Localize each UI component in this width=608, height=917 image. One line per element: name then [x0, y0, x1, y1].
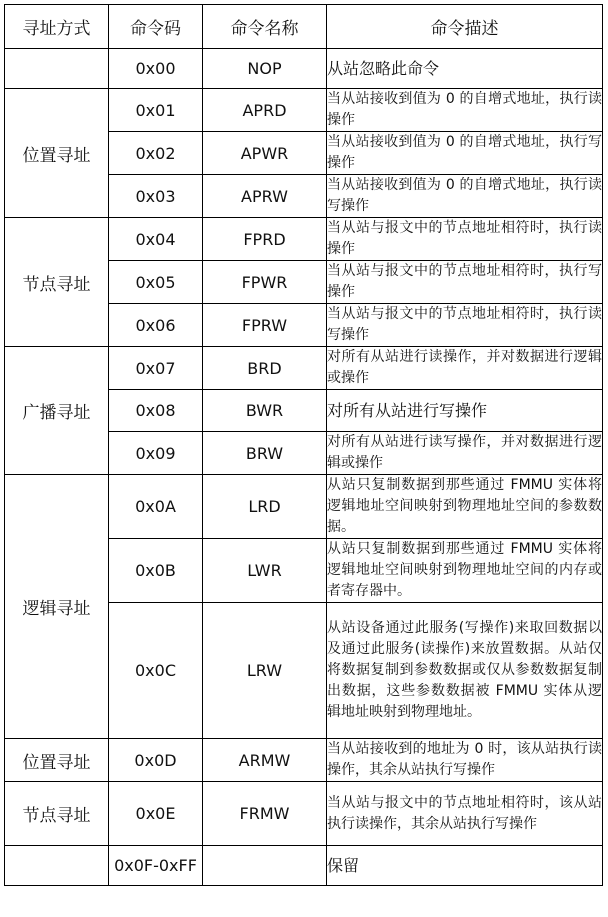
command-description: 对所有从站进行写操作 — [327, 390, 603, 432]
command-description: 保留 — [327, 846, 603, 886]
command-code: 0x09 — [109, 432, 203, 475]
command-name: LWR — [203, 539, 327, 603]
command-code: 0x04 — [109, 218, 203, 261]
command-code: 0x0E — [109, 782, 203, 846]
command-code: 0x08 — [109, 390, 203, 432]
table-row — [5, 846, 603, 886]
command-name — [203, 846, 327, 886]
command-code: 0x0B — [109, 539, 203, 603]
command-code: 0x0F-0xFF — [109, 846, 203, 886]
command-code: 0x0A — [109, 475, 203, 539]
table-row — [5, 347, 603, 390]
addressing-mode-cell: 逻辑寻址 — [5, 475, 109, 739]
table-row — [5, 89, 603, 132]
table-row — [5, 49, 603, 89]
command-name: LRD — [203, 475, 327, 539]
table-row — [5, 218, 603, 261]
command-code: 0x03 — [109, 175, 203, 218]
command-name: FPRD — [203, 218, 327, 261]
command-description: 当从站接收到值为 0 的自增式地址，执行写操作 — [327, 132, 603, 175]
addressing-mode-cell: 广播寻址 — [5, 347, 109, 475]
table-row — [5, 475, 603, 539]
table-row — [5, 782, 603, 846]
command-description: 当从站与报文中的节点地址相符时，该从站执行读操作，其余从站执行写操作 — [327, 782, 603, 846]
command-name: LRW — [203, 603, 327, 739]
command-code: 0x0D — [109, 739, 203, 782]
addressing-mode-cell: 节点寻址 — [5, 782, 109, 846]
command-description: 从站设备通过此服务(写操作)来取回数据以及通过此服务(读操作)来放置数据。从站仅将数据复制到参数数据或仅从参数数据复制出数据，这些参数数据被 FMMU 实体从逻辑地址映射到物理地址。 — [327, 603, 603, 739]
command-description: 对所有从站进行读写操作，并对数据进行逻辑或操作 — [327, 432, 603, 475]
command-code: 0x00 — [109, 49, 203, 89]
command-description: 从站只复制数据到那些通过 FMMU 实体将逻辑地址空间映射到物理地址空间的参数数据。 — [327, 475, 603, 539]
command-name: APWR — [203, 132, 327, 175]
header-command-name: 命令名称 — [203, 5, 327, 49]
command-description: 对所有从站进行读操作，并对数据进行逻辑或操作 — [327, 347, 603, 390]
command-code: 0x07 — [109, 347, 203, 390]
command-code: 0x02 — [109, 132, 203, 175]
header-addressing-mode: 寻址方式 — [5, 5, 109, 49]
command-name: ARMW — [203, 739, 327, 782]
addressing-mode-cell — [5, 49, 109, 89]
command-name: BWR — [203, 390, 327, 432]
command-name: BRW — [203, 432, 327, 475]
addressing-mode-cell: 位置寻址 — [5, 739, 109, 782]
addressing-mode-cell — [5, 846, 109, 886]
command-code: 0x05 — [109, 261, 203, 304]
command-name: APRD — [203, 89, 327, 132]
command-description: 当从站接收到值为 0 的自增式地址，执行读操作 — [327, 89, 603, 132]
table-header-row — [5, 5, 603, 49]
command-name: FPWR — [203, 261, 327, 304]
command-description: 当从站与报文中的节点地址相符时，执行读操作 — [327, 218, 603, 261]
command-description: 从站忽略此命令 — [327, 49, 603, 89]
command-name: APRW — [203, 175, 327, 218]
command-code: 0x06 — [109, 304, 203, 347]
command-description: 当从站与报文中的节点地址相符时，执行写操作 — [327, 261, 603, 304]
command-description: 当从站接收到值为 0 的自增式地址，执行读写操作 — [327, 175, 603, 218]
command-description: 当从站与报文中的节点地址相符时，执行读写操作 — [327, 304, 603, 347]
command-name: FPRW — [203, 304, 327, 347]
command-description: 当从站接收到的地址为 0 时，该从站执行读操作，其余从站执行写操作 — [327, 739, 603, 782]
addressing-mode-cell: 位置寻址 — [5, 89, 109, 218]
command-code: 0x0C — [109, 603, 203, 739]
command-name: NOP — [203, 49, 327, 89]
command-table — [4, 4, 603, 886]
table-row — [5, 739, 603, 782]
header-command-code: 命令码 — [109, 5, 203, 49]
command-description: 从站只复制数据到那些通过 FMMU 实体将逻辑地址空间映射到物理地址空间的内存或者寄存器中。 — [327, 539, 603, 603]
command-name: FRMW — [203, 782, 327, 846]
addressing-mode-cell: 节点寻址 — [5, 218, 109, 347]
command-code: 0x01 — [109, 89, 203, 132]
header-command-description: 命令描述 — [327, 5, 603, 49]
command-name: BRD — [203, 347, 327, 390]
